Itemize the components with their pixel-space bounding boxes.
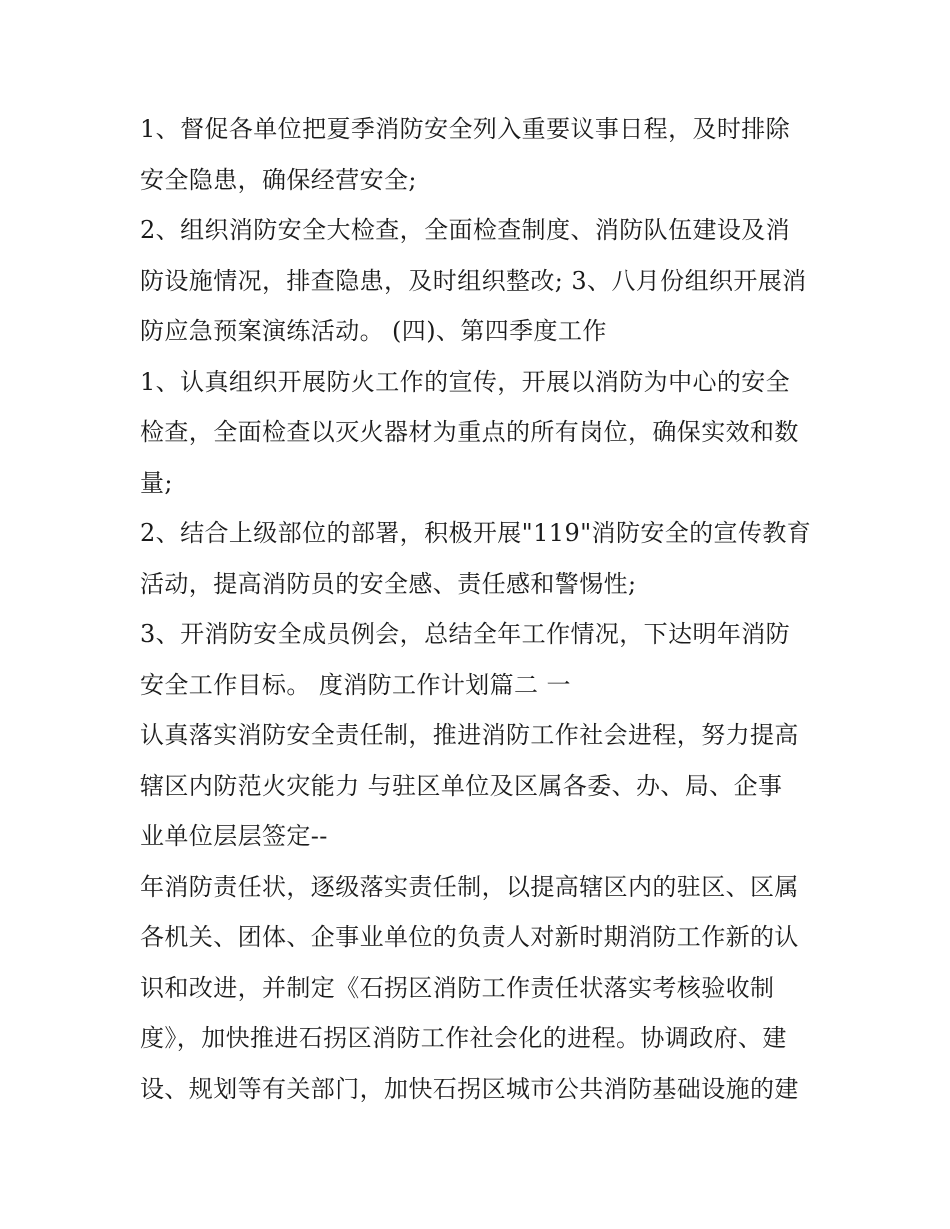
text-line: 1、认真组织开展防火工作的宣传，开展以消防为中心的安全 bbox=[140, 367, 791, 396]
text-line: 量; bbox=[140, 468, 173, 497]
text-line: 1、督促各单位把夏季消防安全列入重要议事日程，及时排除 bbox=[140, 115, 791, 143]
text-line: 防应急预案演练活动。 (四)、第四季度工作 bbox=[140, 317, 607, 345]
text-line: 设、规划等有关部门，加快石拐区城市公共消防基础设施的建 bbox=[140, 1074, 799, 1103]
text-line: 业单位层层签定-- bbox=[140, 822, 328, 850]
text-line: 安全工作目标。 度消防工作计划篇二 一 bbox=[140, 670, 571, 699]
text-line: 度》，加快推进石拐区消防工作社会化的进程。协调政府、建 bbox=[140, 1024, 787, 1052]
text-line: 各机关、团体、企事业单位的负责人对新时期消防工作新的认 bbox=[140, 923, 799, 951]
document-body bbox=[140, 104, 820, 1114]
text-line: 识和改进，并制定《石拐区消防工作责任状落实考核验收制 bbox=[140, 973, 775, 1002]
text-line: 2、结合上级部位的部署，积极开展"119"消防安全的宣传教育 bbox=[140, 519, 812, 547]
text-line: 认真落实消防安全责任制，推进消防工作社会进程，努力提高 bbox=[140, 721, 799, 749]
text-line: 年消防责任状，逐级落实责任制，以提高辖区内的驻区、区属 bbox=[140, 872, 799, 901]
text-line: 2、组织消防安全大检查，全面检查制度、消防队伍建设及消 bbox=[140, 216, 791, 244]
text-line: 活动，提高消防员的安全感、责任感和警惕性; bbox=[140, 569, 637, 598]
text-line: 检查，全面检查以灭火器材为重点的所有岗位，确保实效和数 bbox=[140, 418, 799, 446]
text-line: 辖区内防范火灾能力 与驻区单位及区属各委、办、局、企事 bbox=[140, 771, 783, 800]
text-line: 3、开消防安全成员例会，总结全年工作情况，下达明年消防 bbox=[140, 620, 791, 648]
text-line: 安全隐患，确保经营安全; bbox=[140, 165, 417, 194]
text-line: 防设施情况，排查隐患，及时组织整改; 3、八月份组织开展消 bbox=[140, 266, 807, 295]
